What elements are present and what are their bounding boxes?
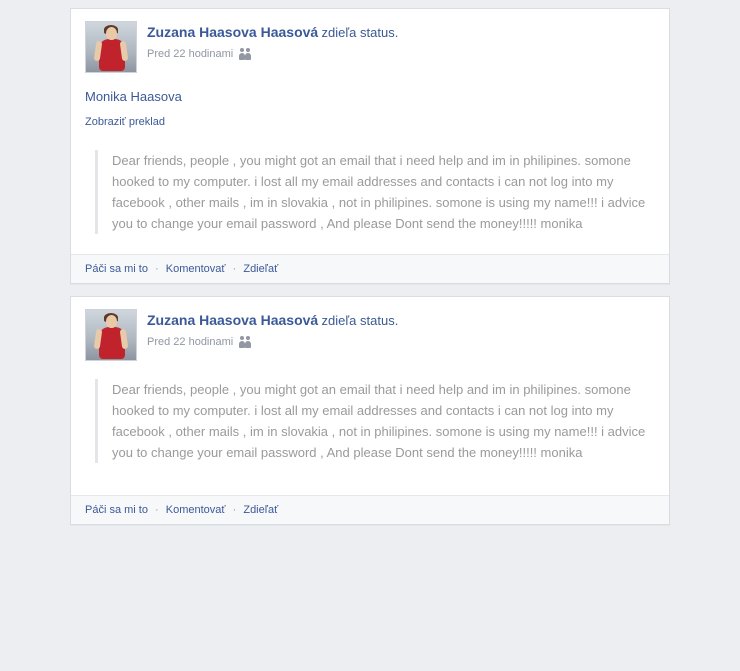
share-button[interactable]: Zdieľať xyxy=(243,504,279,516)
post-action-text: zdieľa status. xyxy=(321,25,399,40)
shared-status-author-link[interactable]: Monika Haasova xyxy=(85,89,182,104)
friends-icon xyxy=(239,336,253,348)
post-actions xyxy=(71,495,669,524)
post-meta xyxy=(147,47,398,61)
news-feed xyxy=(70,0,670,525)
avatar-head xyxy=(106,27,117,40)
post-author-link[interactable]: Zuzana Haasova Haasová xyxy=(147,312,319,328)
avatar[interactable] xyxy=(85,21,137,73)
action-separator: · xyxy=(232,504,237,516)
post-story xyxy=(70,8,670,284)
post-timestamp[interactable]: Pred 22 hodinami xyxy=(147,47,234,60)
friends-icon xyxy=(239,48,253,60)
shared-status-text: Dear friends, people , you might got an email that i need help and im in philipines. somone hooked to my computer. i lost all my email addresses and contacts i can not log into my facebook , other mails , im in slovakia , not in philipines. somone is using my name!!! i advice you to change your email password , And please Dont send the money!!!!! monika xyxy=(95,379,655,463)
comment-button[interactable]: Komentovať xyxy=(165,504,226,516)
post-story xyxy=(70,296,670,525)
avatar-head xyxy=(106,315,117,328)
show-translation-link[interactable]: Zobraziť preklad xyxy=(85,116,165,128)
post-actions xyxy=(71,254,669,283)
post-header xyxy=(85,21,655,73)
post-author-link[interactable]: Zuzana Haasova Haasová xyxy=(147,24,319,40)
like-button[interactable]: Páči sa mi to xyxy=(85,504,148,516)
shared-status-text: Dear friends, people , you might got an email that i need help and im in philipines. somone hooked to my computer. i lost all my email addresses and contacts i can not log into my facebook , other mails , im in slovakia , not in philipines. somone is using my name!!! i advice you to change your email password , And please Dont send the money!!!!! monika xyxy=(95,150,655,234)
action-separator: · xyxy=(232,263,237,275)
action-separator: · xyxy=(155,504,159,516)
post-header xyxy=(85,309,655,361)
post-meta xyxy=(147,335,398,349)
post-header-text xyxy=(147,309,398,349)
post-content xyxy=(71,297,669,495)
like-button[interactable]: Páči sa mi to xyxy=(85,263,148,275)
post-content xyxy=(71,9,669,254)
post-timestamp[interactable]: Pred 22 hodinami xyxy=(147,335,234,348)
post-header-text xyxy=(147,21,398,61)
share-button[interactable]: Zdieľať xyxy=(243,263,279,275)
comment-button[interactable]: Komentovať xyxy=(165,263,226,275)
avatar[interactable] xyxy=(85,309,137,361)
action-separator: · xyxy=(155,263,159,275)
post-action-text: zdieľa status. xyxy=(321,313,399,328)
